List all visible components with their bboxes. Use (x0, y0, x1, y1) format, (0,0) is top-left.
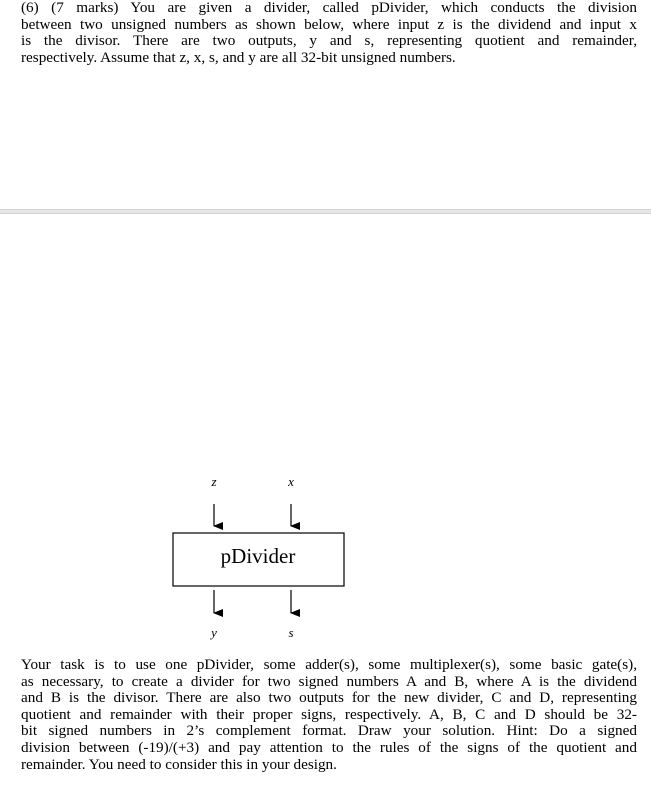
output-label-y: y (211, 625, 217, 640)
input-label-x: x (288, 474, 294, 489)
task-line: division between (-19)/(+3) and pay attention to the rules of the signs of the quotient and (21, 738, 637, 756)
question-line: between two unsigned numbers as shown below, where input z is the dividend and input x (21, 15, 637, 33)
question-line: respectively. Assume that z, x, s, and y are all 32-bit unsigned numbers. (21, 48, 456, 66)
input-label-z: z (211, 474, 217, 489)
question-line: is the divisor. There are two outputs, y and s, representing quotient and remainder, (21, 32, 637, 50)
task-line: quotient and remainder with their proper signs, respectively. A, B, C and D should be 32- (21, 705, 637, 723)
question-line: (6) (7 marks) You are given a divider, called pDivider, which conducts the division (21, 0, 637, 16)
pdivider-block-label: pDivider (220, 544, 296, 568)
task-line: remainder. You need to consider this in your design. (21, 755, 337, 773)
task-paragraph (21, 657, 637, 773)
task-line: and B is the divisor. There are also two outputs for the new divider, C and D, representing (21, 689, 637, 707)
task-line: as necessary, to create a divider for two signed numbers A and B, where A is the dividend (21, 672, 637, 690)
task-line: bit signed numbers in 2’s complement format. Draw your solution. Hint: Do a signed (21, 722, 637, 740)
output-label-s: s (288, 625, 294, 640)
task-line: Your task is to use one pDivider, some adder(s), some multiplexer(s), some basic gate(s), (21, 656, 637, 673)
